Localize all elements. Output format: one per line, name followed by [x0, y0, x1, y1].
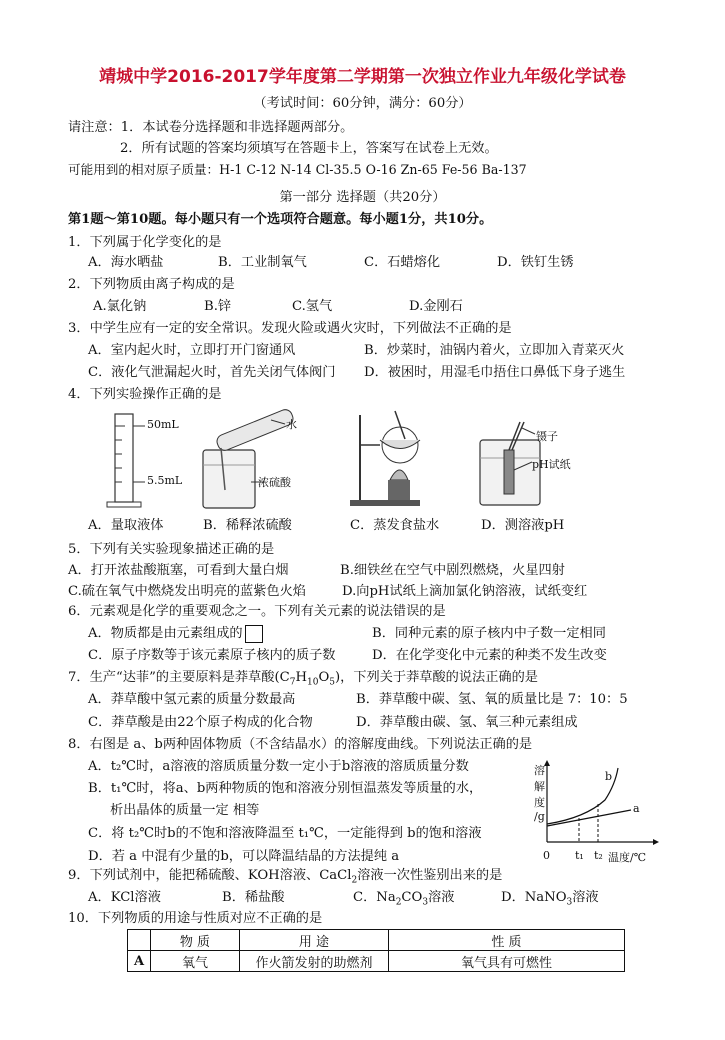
q2-stem: 2．下列物质由离子构成的是	[68, 277, 235, 292]
label-50ml: 50mL	[147, 418, 179, 431]
q4-option-d: D．测溶液pH	[481, 518, 565, 533]
graph-t1: t₁	[575, 849, 584, 862]
exam-info: （考试时间：60分钟，满分：60分）	[253, 96, 472, 111]
label-water: 水	[286, 418, 297, 431]
table-header-row	[128, 930, 625, 951]
q9-option-d: D．NaNO$_3$溶液	[501, 890, 599, 908]
q10-table	[127, 929, 625, 972]
graph-y-label-4: /g	[534, 810, 545, 823]
curve-b-label: b	[605, 770, 613, 783]
q7-option-a: A．莽草酸中氢元素的质量分数最高	[88, 692, 296, 707]
table-cell: 氧气	[151, 951, 240, 972]
q7-option-b: B．莽草酸中碳、氢、氧的质量比是 7：10：5	[356, 692, 628, 707]
q3-option-b: B．炒菜时，油锅内着火，立即加入青菜灭火	[364, 343, 625, 358]
graph-y-label-1: 溶	[534, 764, 545, 777]
q8-option-c: C．将 t₂℃时b的不饱和溶液降温至 t₁℃，一定能得到 b的饱和溶液	[88, 826, 482, 841]
q6-option-d: D．在化学变化中元素的种类不发生改变	[372, 648, 607, 663]
q4-option-a: A．量取液体	[88, 518, 164, 533]
table-header-cell: 物 质	[151, 930, 240, 951]
q8-option-d: D．若 a 中混有少量的b，可以降温结晶的方法提纯 a	[88, 849, 400, 864]
q3-stem: 3．中学生应有一定的安全常识。发现火险或遇火灾时，下列做法不正确的是	[68, 321, 512, 336]
curve-a-label: a	[633, 802, 640, 815]
q5-option-d: D.向pH试纸上滴加氯化钠溶液，试纸变红	[342, 584, 588, 599]
section-intro: 第1题～第10题。每小题只有一个选项符合题意。每小题1分，共10分。	[68, 212, 493, 227]
q9-option-a: A．KCl溶液	[88, 890, 161, 905]
q7-stem: 7．生产“达菲”的主要原料是莽草酸$(C_7H_{10}O_5)$，下列关于莽草酸的说法正确的是	[68, 670, 538, 688]
q5-option-a: A．打开浓盐酸瓶塞，可看到大量白烟	[68, 563, 289, 578]
label-conc-acid: 浓硫酸	[258, 476, 291, 489]
q6-stem: 6．元素观是化学的重要观念之一。下列有关元素的说法错误的是	[68, 604, 446, 619]
table-header-cell: 用 途	[240, 930, 389, 951]
q7-option-d: D．莽草酸由碳、氢、氧三种元素组成	[356, 715, 578, 730]
q8-stem: 8．右图是 a、b两种固体物质（不含结晶水）的溶解度曲线。下列说法正确的是	[68, 737, 533, 752]
note-line-1: 请注意：1．本试卷分选择题和非选择题两部分。	[68, 120, 354, 135]
q4-stem: 4．下列实验操作正确的是	[68, 387, 222, 402]
q5-stem: 5．下列有关实验现象描述正确的是	[68, 542, 275, 557]
q2-option-b: B.锌	[204, 299, 232, 314]
q9-option-c: C．$Na_2CO_3$溶液	[353, 890, 455, 908]
graph-t2: t₂	[594, 849, 603, 862]
q5-option-b: B.细铁丝在空气中剧烈燃烧，火星四射	[340, 563, 565, 578]
q2-option-d: D.金刚石	[409, 299, 463, 314]
graph-x-label: 温度/℃	[608, 851, 647, 864]
answer-box	[245, 625, 263, 643]
q6-option-a	[88, 622, 263, 643]
note-line-2: 2．所有试题的答案均须填写在答题卡上，答案写在试卷上无效。	[120, 141, 498, 156]
label-5-5ml: 5.5mL	[147, 474, 183, 487]
q3-option-c: C．液化气泄漏起火时，首先关闭气体阀门	[88, 365, 336, 380]
q10-stem: 10．下列物质的用途与性质对应不正确的是	[68, 911, 323, 926]
q1-option-c: C．石蜡熔化	[364, 255, 441, 270]
q1-option-d: D．铁钉生锈	[497, 255, 574, 270]
q9-option-b: B．稀盐酸	[222, 890, 285, 905]
curve-a	[547, 810, 631, 826]
q4-option-c: C．蒸发食盐水	[350, 518, 440, 533]
table-header-cell: 性 质	[389, 930, 625, 951]
q6-option-c: C．原子序数等于该元素原子核内的质子数	[88, 648, 336, 663]
graph-origin: 0	[543, 849, 550, 862]
q5-option-c: C.硫在氧气中燃烧发出明亮的蓝紫色火焰	[68, 584, 306, 599]
exam-title: 靖城中学2016-2017学年度第二学期第一次独立作业九年级化学试卷	[99, 67, 626, 87]
graph-y-label-2: 解	[534, 780, 545, 793]
q2-option-a: A.氯化钠	[93, 299, 147, 314]
q8-option-a: A．t₂℃时，a溶液的溶质质量分数一定小于b溶液的溶质质量分数	[88, 759, 469, 774]
atomic-masses: 可能用到的相对原子质量：H-1 C-12 N-14 Cl-35.5 O-16 Zn-65 Fe-56 Ba-137	[68, 162, 527, 177]
q2-option-c: C.氢气	[292, 299, 333, 314]
table-cell: A	[128, 951, 151, 972]
table-row	[128, 951, 625, 972]
q1-option-a: A．海水晒盐	[88, 255, 164, 270]
table-header-cell	[128, 930, 151, 951]
label-tweezers: 镊子	[536, 430, 558, 443]
q9-stem: 9．下列试剂中，能把稀硫酸、KOH溶液、CaCl$_2$溶液一次性鉴别出来的是	[68, 868, 503, 886]
q7-option-c: C．莽草酸是由22个原子构成的化合物	[88, 715, 313, 730]
q4-option-b: B．稀释浓硫酸	[203, 518, 292, 533]
q3-option-a: A．室内起火时，立即打开门窗通风	[88, 343, 296, 358]
label-ph-paper: pH试纸	[532, 458, 571, 471]
q6-option-a-text: A．物质都是由元素组成的	[88, 626, 243, 641]
q6-option-b: B．同种元素的原子核内中子数一定相同	[372, 626, 606, 641]
q3-option-d: D．被困时，用湿毛巾捂住口鼻低下身子逃生	[364, 365, 626, 380]
q1-stem: 1．下列属于化学变化的是	[68, 235, 222, 250]
solubility-curve-figure	[535, 760, 660, 855]
q1-option-b: B．工业制氧气	[218, 255, 307, 270]
graph-y-label-3: 度	[534, 796, 545, 809]
table-cell: 作火箭发射的助燃剂	[240, 951, 389, 972]
q8-option-b-line1: B．t₁℃时，将a、b两种物质的饱和溶液分别恒温蒸发等质量的水，	[88, 781, 483, 796]
evaporation-figure	[350, 405, 440, 515]
q8-option-b-line2: 析出晶体的质量一定 相等	[110, 803, 260, 818]
table-cell: 氧气具有可燃性	[389, 951, 625, 972]
part1-heading: 第一部分 选择题（共20分）	[279, 190, 446, 205]
